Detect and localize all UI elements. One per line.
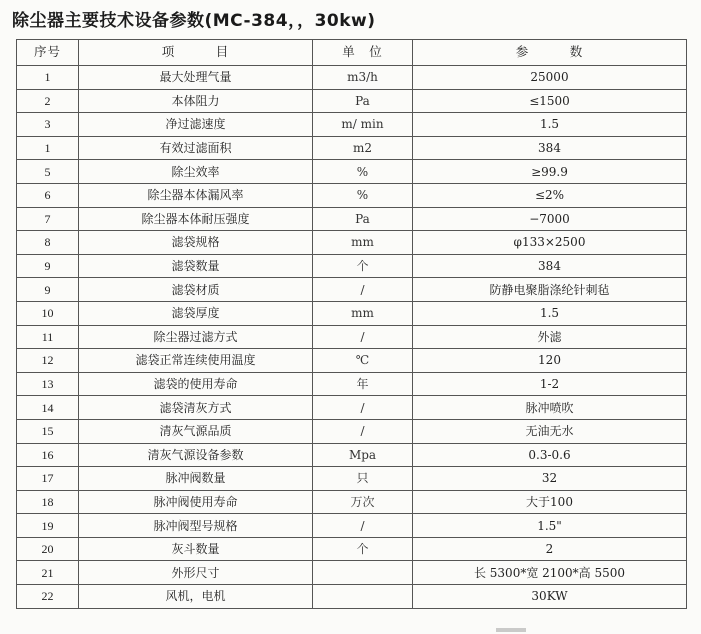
table-row	[17, 537, 687, 561]
row-number: 13	[17, 372, 79, 396]
row-unit: 只	[313, 467, 413, 491]
row-item: 有效过滤面积	[79, 136, 313, 160]
row-number: 1	[17, 66, 79, 90]
row-item: 滤袋正常连续使用温度	[79, 349, 313, 373]
scan-mark	[496, 628, 526, 632]
row-item: 除尘器过滤方式	[79, 325, 313, 349]
row-item: 脉冲阀使用寿命	[79, 490, 313, 514]
row-number: 10	[17, 301, 79, 325]
row-item: 清灰气源设备参数	[79, 443, 313, 467]
row-unit	[313, 585, 413, 609]
row-value: ≥99.9	[413, 160, 687, 184]
row-item: 滤袋材质	[79, 278, 313, 302]
header-no: 序号	[17, 40, 79, 66]
row-unit: 个	[313, 537, 413, 561]
table-row	[17, 183, 687, 207]
row-item: 滤袋的使用寿命	[79, 372, 313, 396]
table-row	[17, 207, 687, 231]
row-value: 脉冲喷吹	[413, 396, 687, 420]
table-row	[17, 254, 687, 278]
row-number: 5	[17, 160, 79, 184]
row-value: φ133×2500	[413, 231, 687, 255]
row-unit: 年	[313, 372, 413, 396]
row-item: 本体阻力	[79, 89, 313, 113]
table-row	[17, 113, 687, 137]
row-value: 无油无水	[413, 419, 687, 443]
spec-table-body	[17, 66, 687, 609]
row-value: 30KW	[413, 585, 687, 609]
table-row	[17, 231, 687, 255]
row-unit: %	[313, 183, 413, 207]
row-unit: 个	[313, 254, 413, 278]
row-item: 风机，电机	[79, 585, 313, 609]
table-row	[17, 514, 687, 538]
row-unit: %	[313, 160, 413, 184]
table-row	[17, 325, 687, 349]
row-unit: /	[313, 396, 413, 420]
row-value: 384	[413, 254, 687, 278]
row-item: 除尘效率	[79, 160, 313, 184]
row-number: 9	[17, 278, 79, 302]
row-unit: Pa	[313, 207, 413, 231]
row-unit: /	[313, 278, 413, 302]
header-unit: 单 位	[313, 40, 413, 66]
header-row	[17, 40, 687, 66]
table-row	[17, 278, 687, 302]
row-value: 120	[413, 349, 687, 373]
table-row	[17, 490, 687, 514]
row-value: 1-2	[413, 372, 687, 396]
row-unit: Mpa	[313, 443, 413, 467]
row-item: 滤袋清灰方式	[79, 396, 313, 420]
table-row	[17, 396, 687, 420]
row-unit: m/ min	[313, 113, 413, 137]
row-number: 7	[17, 207, 79, 231]
row-number: 12	[17, 349, 79, 373]
row-unit: m2	[313, 136, 413, 160]
row-item: 滤袋数量	[79, 254, 313, 278]
header-item: 项 目	[79, 40, 313, 66]
table-row	[17, 349, 687, 373]
row-value: 1.5	[413, 113, 687, 137]
row-number: 18	[17, 490, 79, 514]
row-item: 最大处理气量	[79, 66, 313, 90]
row-value: ≤2%	[413, 183, 687, 207]
row-number: 8	[17, 231, 79, 255]
table-row	[17, 443, 687, 467]
spec-table	[16, 39, 687, 609]
row-number: 21	[17, 561, 79, 585]
row-unit: /	[313, 419, 413, 443]
row-number: 16	[17, 443, 79, 467]
row-unit: mm	[313, 231, 413, 255]
row-number: 17	[17, 467, 79, 491]
row-value: ≤1500	[413, 89, 687, 113]
row-item: 清灰气源品质	[79, 419, 313, 443]
row-unit: Pa	[313, 89, 413, 113]
row-unit: ℃	[313, 349, 413, 373]
row-item: 脉冲阀型号规格	[79, 514, 313, 538]
row-number: 20	[17, 537, 79, 561]
row-unit: /	[313, 514, 413, 538]
row-number: 3	[17, 113, 79, 137]
table-row	[17, 301, 687, 325]
row-item: 滤袋规格	[79, 231, 313, 255]
row-unit: 万次	[313, 490, 413, 514]
table-row	[17, 372, 687, 396]
row-number: 14	[17, 396, 79, 420]
row-item: 灰斗数量	[79, 537, 313, 561]
row-value: 0.3-0.6	[413, 443, 687, 467]
row-value: 大于100	[413, 490, 687, 514]
row-value: −7000	[413, 207, 687, 231]
row-value: 长 5300*宽 2100*高 5500	[413, 561, 687, 585]
row-number: 22	[17, 585, 79, 609]
row-value: 1.5"	[413, 514, 687, 538]
row-number: 1	[17, 136, 79, 160]
table-row	[17, 585, 687, 609]
table-row	[17, 89, 687, 113]
table-row	[17, 66, 687, 90]
row-value: 2	[413, 537, 687, 561]
row-unit: m3/h	[313, 66, 413, 90]
page-title: 除尘器主要技术设备参数(MC-384，，30kw)	[12, 11, 376, 31]
table-row	[17, 160, 687, 184]
header-value: 参 数	[413, 40, 687, 66]
row-value: 外滤	[413, 325, 687, 349]
row-number: 15	[17, 419, 79, 443]
row-value: 384	[413, 136, 687, 160]
row-value: 1.5	[413, 301, 687, 325]
row-item: 外形尺寸	[79, 561, 313, 585]
row-value: 防静电聚脂涤纶针刺毡	[413, 278, 687, 302]
row-item: 除尘器本体漏风率	[79, 183, 313, 207]
row-value: 32	[413, 467, 687, 491]
row-unit: /	[313, 325, 413, 349]
row-unit: mm	[313, 301, 413, 325]
row-number: 6	[17, 183, 79, 207]
row-value: 25000	[413, 66, 687, 90]
table-row	[17, 561, 687, 585]
row-number: 9	[17, 254, 79, 278]
table-row	[17, 467, 687, 491]
row-item: 滤袋厚度	[79, 301, 313, 325]
table-row	[17, 419, 687, 443]
row-unit	[313, 561, 413, 585]
row-item: 净过滤速度	[79, 113, 313, 137]
row-number: 11	[17, 325, 79, 349]
row-number: 2	[17, 89, 79, 113]
row-number: 19	[17, 514, 79, 538]
row-item: 除尘器本体耐压强度	[79, 207, 313, 231]
row-item: 脉冲阀数量	[79, 467, 313, 491]
table-row	[17, 136, 687, 160]
